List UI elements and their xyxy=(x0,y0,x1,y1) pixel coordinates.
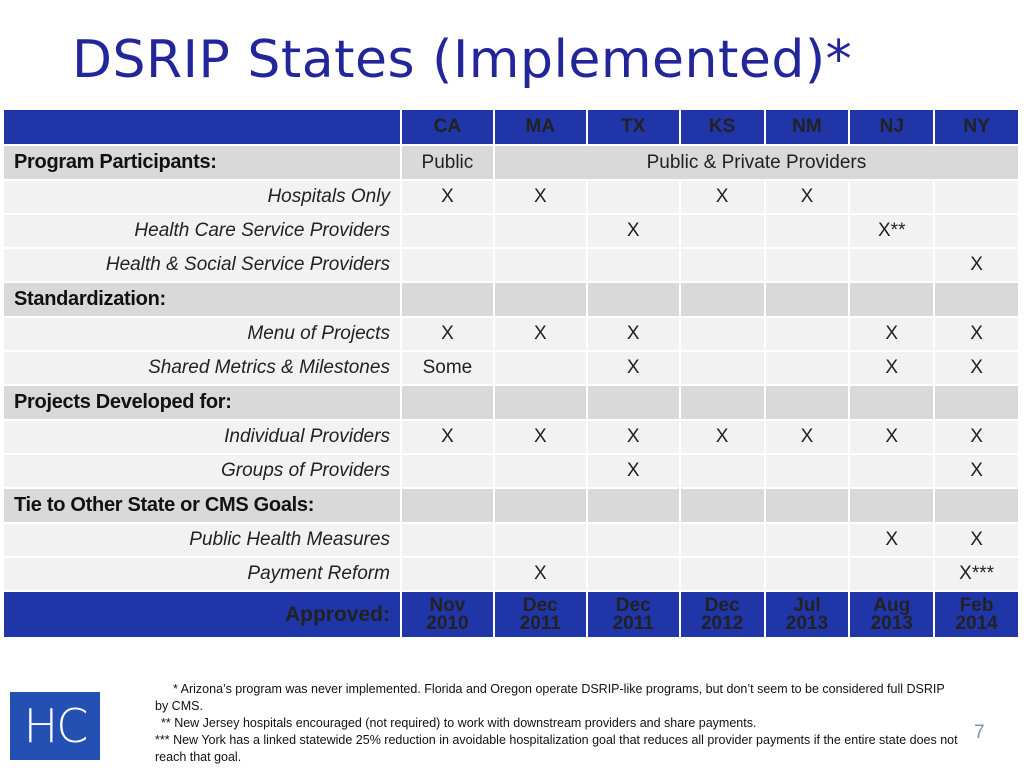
cell-ny: X xyxy=(935,352,1018,384)
cell-ks xyxy=(681,215,764,247)
cell-ks: X xyxy=(681,181,764,213)
page-title: DSRIP States (Implemented)* xyxy=(72,30,853,90)
state-header-ca: CA xyxy=(402,110,493,144)
section-label: Standardization: xyxy=(4,283,400,316)
row-label: Groups of Providers xyxy=(4,455,400,487)
cell-nm xyxy=(766,352,849,384)
participants-others: Public & Private Providers xyxy=(495,146,1018,179)
section-label: Tie to Other State or CMS Goals: xyxy=(4,489,400,522)
approved-month: Aug xyxy=(873,594,911,616)
table-row xyxy=(4,524,1018,556)
cell-tx: X xyxy=(588,421,679,453)
logo-text: HC xyxy=(23,699,87,753)
cell-nm xyxy=(766,558,849,590)
section-cell xyxy=(935,386,1018,419)
section-projects-developed-for xyxy=(4,386,1018,419)
section-cell xyxy=(935,283,1018,316)
footnotes xyxy=(155,681,960,766)
cell-ny: X xyxy=(935,318,1018,350)
cell-tx xyxy=(588,181,679,213)
cell-tx: X xyxy=(588,455,679,487)
cell-ks xyxy=(681,318,764,350)
cell-nm xyxy=(766,524,849,556)
table-row xyxy=(4,352,1018,384)
cell-nj xyxy=(850,558,933,590)
section-cell xyxy=(681,283,764,316)
cell-tx: X xyxy=(588,215,679,247)
approved-year: 2013 xyxy=(870,612,913,634)
table-row xyxy=(4,181,1018,213)
cell-tx xyxy=(588,558,679,590)
section-label: Program Participants: xyxy=(4,146,400,179)
table-row xyxy=(4,318,1018,350)
cell-ca xyxy=(402,249,493,281)
cell-nj xyxy=(850,181,933,213)
cell-ma xyxy=(495,249,586,281)
cell-nm xyxy=(766,455,849,487)
row-label: Menu of Projects xyxy=(4,318,400,350)
cell-ks xyxy=(681,455,764,487)
row-label: Shared Metrics & Milestones xyxy=(4,352,400,384)
cell-ny: X xyxy=(935,421,1018,453)
approved-date-ny xyxy=(935,592,1018,637)
section-cell xyxy=(495,386,586,419)
cell-nj xyxy=(850,249,933,281)
row-label: Individual Providers xyxy=(4,421,400,453)
cell-nm xyxy=(766,318,849,350)
cell-ks xyxy=(681,524,764,556)
section-cell xyxy=(766,283,849,316)
approved-date-ca xyxy=(402,592,493,637)
cell-ma xyxy=(495,455,586,487)
footnote-new-york: *** New York has a linked statewide 25% reduction in avoidable hospitalization goal that reduces all provider payments if the entire state does not reach that goal. xyxy=(155,733,958,764)
cell-nm xyxy=(766,249,849,281)
cell-nj: X xyxy=(850,421,933,453)
table-row xyxy=(4,421,1018,453)
section-cell xyxy=(402,283,493,316)
cell-ny: X xyxy=(935,249,1018,281)
cell-nj: X xyxy=(850,318,933,350)
approved-year: 2012 xyxy=(700,612,744,634)
section-cell xyxy=(495,489,586,522)
approved-year: 2013 xyxy=(785,612,829,634)
participants-ca: Public xyxy=(402,146,493,179)
cell-ny: X*** xyxy=(935,558,1018,590)
state-header-nm: NM xyxy=(766,110,849,144)
cell-ny xyxy=(935,181,1018,213)
section-tie-to-goals xyxy=(4,489,1018,522)
cell-ma xyxy=(495,352,586,384)
state-header-ma: MA xyxy=(495,110,586,144)
section-cell xyxy=(588,489,679,522)
cell-ca: X xyxy=(402,181,493,213)
hc-logo xyxy=(10,692,100,760)
section-cell xyxy=(850,283,933,316)
state-header-row xyxy=(4,110,1018,144)
cell-nm: X xyxy=(766,421,849,453)
cell-nm: X xyxy=(766,181,849,213)
cell-tx: X xyxy=(588,318,679,350)
cell-nj: X xyxy=(850,352,933,384)
approved-label: Approved: xyxy=(4,592,400,637)
cell-nj xyxy=(850,455,933,487)
section-cell xyxy=(766,386,849,419)
cell-ks xyxy=(681,352,764,384)
state-header-ks: KS xyxy=(681,110,764,144)
cell-ks: X xyxy=(681,421,764,453)
cell-ca: X xyxy=(402,318,493,350)
table-row xyxy=(4,249,1018,281)
section-standardization xyxy=(4,283,1018,316)
cell-ma xyxy=(495,524,586,556)
header-corner xyxy=(4,110,400,144)
row-label: Hospitals Only xyxy=(4,181,400,213)
approved-year: 2011 xyxy=(519,612,561,634)
section-cell xyxy=(850,489,933,522)
cell-ma: X xyxy=(495,558,586,590)
approved-year: 2010 xyxy=(426,612,469,634)
approved-date-tx xyxy=(588,592,679,637)
cell-nj: X xyxy=(850,524,933,556)
approved-date-nm xyxy=(766,592,849,637)
approved-month: Nov xyxy=(429,594,466,616)
cell-ca xyxy=(402,215,493,247)
row-label: Public Health Measures xyxy=(4,524,400,556)
section-cell xyxy=(681,489,764,522)
table-row xyxy=(4,558,1018,590)
section-cell xyxy=(850,386,933,419)
dsrip-states-table xyxy=(2,108,1020,639)
approved-year: 2011 xyxy=(612,612,654,634)
table-row xyxy=(4,215,1018,247)
approved-month: Dec xyxy=(615,594,651,616)
footnote-new-jersey: ** New Jersey hospitals encouraged (not required) to work with downstream providers and share payments. xyxy=(161,716,757,730)
state-header-tx: TX xyxy=(588,110,679,144)
cell-ca xyxy=(402,558,493,590)
cell-ca xyxy=(402,524,493,556)
cell-ks xyxy=(681,558,764,590)
cell-ca: X xyxy=(402,421,493,453)
section-cell xyxy=(935,489,1018,522)
section-program-participants xyxy=(4,146,1018,179)
cell-nm xyxy=(766,215,849,247)
footnote-arizona: * Arizona’s program was never implemented. Florida and Oregon operate DSRIP-like programs, but don’t seem to be considered full DSRIP by CMS. xyxy=(155,682,945,713)
cell-ny xyxy=(935,215,1018,247)
section-cell xyxy=(588,283,679,316)
section-label: Projects Developed for: xyxy=(4,386,400,419)
table-row xyxy=(4,455,1018,487)
approved-row xyxy=(4,592,1018,637)
section-cell xyxy=(495,283,586,316)
section-cell xyxy=(402,386,493,419)
row-label: Health Care Service Providers xyxy=(4,215,400,247)
section-cell xyxy=(402,489,493,522)
approved-month: Jul xyxy=(793,594,821,616)
section-cell xyxy=(588,386,679,419)
cell-ma: X xyxy=(495,181,586,213)
cell-ks xyxy=(681,249,764,281)
approved-date-ks xyxy=(681,592,764,637)
section-cell xyxy=(766,489,849,522)
cell-ny: X xyxy=(935,455,1018,487)
cell-ny: X xyxy=(935,524,1018,556)
state-header-ny: NY xyxy=(935,110,1018,144)
cell-tx: X xyxy=(588,352,679,384)
cell-tx xyxy=(588,524,679,556)
approved-month: Feb xyxy=(959,594,994,616)
section-cell xyxy=(681,386,764,419)
approved-month: Dec xyxy=(522,594,558,616)
cell-ma xyxy=(495,215,586,247)
cell-ca xyxy=(402,455,493,487)
approved-month: Dec xyxy=(704,594,740,616)
row-label: Health & Social Service Providers xyxy=(4,249,400,281)
cell-ca: Some xyxy=(402,352,493,384)
state-header-nj: NJ xyxy=(850,110,933,144)
cell-tx xyxy=(588,249,679,281)
approved-year: 2014 xyxy=(955,612,998,634)
approved-date-nj xyxy=(850,592,933,637)
cell-ma: X xyxy=(495,421,586,453)
approved-date-ma xyxy=(495,592,586,637)
page-number: 7 xyxy=(974,722,985,743)
row-label: Payment Reform xyxy=(4,558,400,590)
cell-nj: X** xyxy=(850,215,933,247)
cell-ma: X xyxy=(495,318,586,350)
